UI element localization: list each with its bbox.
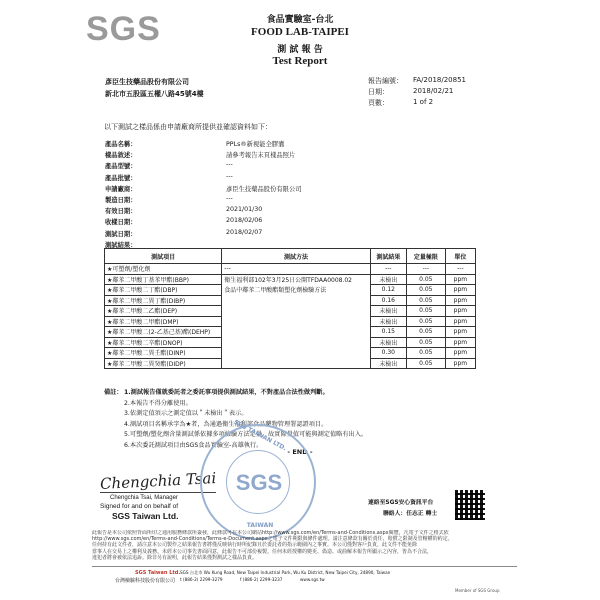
sample-info-value: 2018/02/07: [226, 228, 263, 236]
col-header-result: 測試結果: [370, 249, 406, 264]
cell-item: ★鄰苯二甲酸丁基苯甲酯(BBP): [105, 274, 222, 285]
cell-unit: ppm: [445, 316, 475, 327]
sample-info-value: 彥臣生技藥品股份有限公司: [226, 185, 302, 193]
table-row: [105, 337, 476, 348]
results-table: [104, 248, 476, 369]
cell-method: 食品中鄰苯二甲酸酯類塑化劑檢驗方法: [222, 285, 371, 296]
sample-info-label: 製造日期：: [105, 196, 137, 204]
signer-name: Chengchia Tsai, Manager: [110, 495, 178, 501]
sample-info-row: [105, 161, 302, 172]
cell-item: ★鄰苯二甲酸二(2-乙基己基)酯(DEHP): [105, 327, 222, 338]
sample-info-row: [105, 150, 302, 161]
sample-info-row: [105, 173, 302, 184]
report-date-value: 2018/02/21: [413, 87, 454, 95]
cell-unit: ppm: [445, 295, 475, 306]
disclaimer-line: 當事人在交易上之權利及義務。未經本公司事先書面同意，此報告不可部份複製。任何未經授權的變更、偽造、或曲解本報告所顯示之內容，皆為不合法，: [92, 548, 433, 555]
footer-disclaimer: [92, 530, 517, 561]
lab-name-en: FOOD LAB-TAIPEI: [251, 26, 349, 38]
sample-info-row: [105, 206, 302, 217]
notes-label: 備註：: [104, 389, 123, 396]
cell-method: [222, 358, 371, 369]
cell-loq: 0.05: [406, 327, 445, 338]
table-row: [105, 295, 476, 306]
contact-line-2: 聯絡人：任志正 轉士: [383, 511, 438, 517]
sample-info-label: 有效日期：: [105, 208, 137, 216]
sample-info-label: 產品名稱：: [105, 141, 137, 148]
cell-result: 0.30: [370, 348, 406, 359]
sample-info-label: 測試結果：: [105, 241, 137, 249]
seal-text-top: SGS TAIWAN LTD.: [232, 418, 288, 453]
footer-company-cn: 台灣檢驗科技股份有限公司: [115, 578, 176, 584]
cell-loq: 0.05: [406, 358, 445, 369]
signer-company: SGS Taiwan Ltd.: [112, 511, 179, 521]
footer-fax: f (886-2) 2299-3237: [240, 577, 283, 582]
cell-unit: ppm: [445, 274, 475, 285]
cell-result: 未檢出: [370, 358, 406, 369]
cell-result: 0.12: [370, 285, 406, 296]
cell-unit: ppm: [445, 327, 475, 338]
col-header-item: 測試項目: [105, 249, 222, 264]
qr-code-icon: [455, 490, 485, 520]
report-pages-value: 1 of 2: [413, 98, 434, 106]
cell-unit: ppm: [445, 358, 475, 369]
col-header-unit: 單位: [445, 249, 475, 264]
cell-unit: ppm: [445, 285, 475, 296]
sample-info-label: 收樣日期：: [105, 219, 137, 227]
cell-loq: 0.05: [406, 295, 445, 306]
signature-line: [100, 492, 216, 493]
cell-item: ★鄰苯二甲酸二丁酯(DBP): [105, 285, 222, 296]
client-name: 彥臣生技藥品股份有限公司: [105, 78, 189, 86]
table-header-row: [105, 249, 476, 264]
sample-info-row: [105, 217, 302, 228]
cell-item: ★鄰苯二甲酸二辛酯(DNOP): [105, 337, 222, 348]
end-marker: - END -: [287, 448, 313, 456]
report-number-row: [368, 76, 518, 87]
cell-loq: 0.05: [406, 285, 445, 296]
seal-text-bottom: TAIWAN: [246, 522, 274, 529]
cell-loq: 0.05: [406, 274, 445, 285]
sample-info-value: 請參考報告末頁樣品照片: [226, 152, 296, 160]
sample-info-value: ---: [226, 172, 233, 180]
cell-method: [222, 327, 371, 338]
cell-result: 未檢出: [370, 337, 406, 348]
sample-info-label: 申請廠商：: [105, 185, 137, 193]
report-pages-row: [368, 98, 518, 109]
sample-info-row: [105, 184, 302, 195]
cell-result: 未檢出: [370, 316, 406, 327]
cell-loq: ---: [406, 264, 445, 275]
cell-method: [222, 295, 371, 306]
col-header-method: 測試方法: [222, 249, 371, 264]
cell-unit: ppm: [445, 337, 475, 348]
cell-result: ---: [370, 264, 406, 275]
table-row: [105, 327, 476, 338]
cell-method: [222, 316, 371, 327]
sample-info-row: [105, 195, 302, 206]
cell-method: ---: [222, 264, 371, 275]
table-row: [105, 316, 476, 327]
cell-item: ★鄰苯二甲酸二異癸酯(DIDP): [105, 358, 222, 369]
footer-divider: [92, 566, 517, 567]
report-meta: [368, 76, 518, 109]
sample-info-label: 產品型號：: [105, 163, 137, 171]
report-number-label: 報告編號：: [368, 77, 403, 85]
report-title-cn: 測 試 報 告: [277, 45, 323, 55]
cell-result: 未檢出: [370, 274, 406, 285]
cell-loq: 0.05: [406, 306, 445, 317]
cell-unit: ppm: [445, 348, 475, 359]
cell-item: ★可塑劑/塑化劑: [105, 264, 222, 275]
sign-for-text: Signed for and on behalf of: [100, 503, 179, 510]
disclaimer-line: 任何持有此文件者，請注意本公司製作之結果報告書將僅反映執行時所紀錄且於委託者的指示範圍內之事實。本公司僅對客戶負責，此文件不能免除: [92, 542, 418, 549]
sample-info-value: 2021/01/30: [226, 206, 263, 214]
note-item: 2.本報告不得分離使用。: [124, 399, 192, 407]
cell-result: 未檢出: [370, 306, 406, 317]
cell-item: ★鄰苯二甲酸二乙酯(DEP): [105, 306, 222, 317]
sample-info-label: 測試日期：: [105, 230, 137, 238]
cell-unit: ---: [445, 264, 475, 275]
footer-member: Member of SGS Group: [455, 588, 500, 593]
sample-info: [105, 139, 302, 251]
seal-center-text: SGS: [235, 470, 283, 495]
report-number-value: FA/2018/20851: [413, 76, 466, 84]
table-row: [105, 306, 476, 317]
cell-unit: ppm: [445, 306, 475, 317]
cell-method: 衛生福利部102年3月25日公開TFDAA0008.02: [222, 274, 371, 285]
sample-info-value: ---: [226, 161, 233, 169]
cell-method: [222, 306, 371, 317]
intro-text: 以下測試之樣品係由申請廠商所提供並確認資料如下：: [104, 123, 272, 131]
note-item: 6.本次委託測試項目由SGS食品實驗室-高雄執行。: [124, 441, 263, 449]
table-row: [105, 285, 476, 296]
cell-loq: 0.05: [406, 348, 445, 359]
cell-method: [222, 348, 371, 359]
cell-result: 0.16: [370, 295, 406, 306]
table-row: [105, 348, 476, 359]
cell-result: 0.15: [370, 327, 406, 338]
sample-info-label: 產品批號：: [105, 174, 137, 182]
lab-name-cn: 食品實驗室-台北: [266, 15, 334, 25]
client-address: 新北市五股區五權八路45號4樓: [105, 90, 204, 98]
report-title-en: Test Report: [272, 55, 328, 67]
disclaimer-line: 此報告是本公司依照背面所印之通用服務條款所簽發，此條款可在本公司網站http://www.sgs.com/en/Terms-and-Conditions.aspx閱覽，凡電子文件之格式依: [92, 530, 449, 536]
report-date-label: 日期：: [368, 88, 389, 96]
signature-script: Chengchia Tsai: [99, 468, 217, 494]
cell-item: ★鄰苯二甲酸二甲酯(DMP): [105, 316, 222, 327]
note-item: 4.測試項目名稱承字為★者，為通過衛生福利部食品藥物管理署認證項目。: [124, 420, 328, 428]
cell-item: ★鄰苯二甲酸二異壬酯(DINP): [105, 348, 222, 359]
disclaimer-line: http://www.sgs.com/en/Terms-and-Conditions/Terms-e-Document.aspx之電子文件期限與條件處理。請注意條款有關於責任、賠償之限制及管轄權的約定。: [92, 536, 453, 543]
note-item: 5.可塑劑/塑化劑含量測試係依據多項檢驗方法定量，故實際量值可能與測定值略有出入。: [124, 431, 368, 439]
table-row: [105, 274, 476, 285]
report-pages-label: 頁數：: [368, 99, 389, 107]
sample-info-value: ---: [226, 194, 233, 202]
note-item: 3.依測定值須示之測定值以＂未檢出＂表示。: [124, 410, 248, 418]
footer-address: SGS 台北市 Wu Kung Road, New Taipei Industrial Park, Wu Ku District, New Taipei City, 24890, Taiwan: [180, 570, 391, 575]
cell-loq: 0.05: [406, 337, 445, 348]
footer-company-en: SGS Taiwan Ltd.: [135, 570, 181, 576]
footer-web: www.sgs.tw: [300, 577, 325, 582]
cell-loq: 0.05: [406, 316, 445, 327]
sgs-logo: SGS: [86, 10, 161, 48]
report-date-row: [368, 87, 518, 98]
note-first-row: [104, 388, 367, 399]
cell-method: [222, 337, 371, 348]
sample-info-label: 樣品敘述：: [105, 152, 137, 160]
cell-item: ★鄰苯二甲酸二異丁酯(DIBP): [105, 295, 222, 306]
sample-info-value: 2018/02/06: [226, 217, 263, 225]
sample-info-row: [105, 139, 302, 150]
contact-line-1: 連絡至SGS安心資訊平台: [368, 500, 434, 506]
disclaimer-line: 違犯者將會被依法追訴。除非另有說明，此報告結果僅對測試之樣品負責。: [92, 554, 258, 561]
table-row: [105, 264, 476, 275]
footer-phone: t (886-2) 2299-3279: [180, 577, 223, 582]
table-row: [105, 358, 476, 369]
note-item: 1.測試報告僅就委託者之委託事項提供測試結果，不對產品合法性做判斷。: [124, 389, 329, 396]
col-header-loq: 定量極限: [406, 249, 445, 264]
sample-info-row: [105, 229, 302, 240]
sample-info-value: PPLs®新視能全膠囊: [226, 141, 285, 148]
